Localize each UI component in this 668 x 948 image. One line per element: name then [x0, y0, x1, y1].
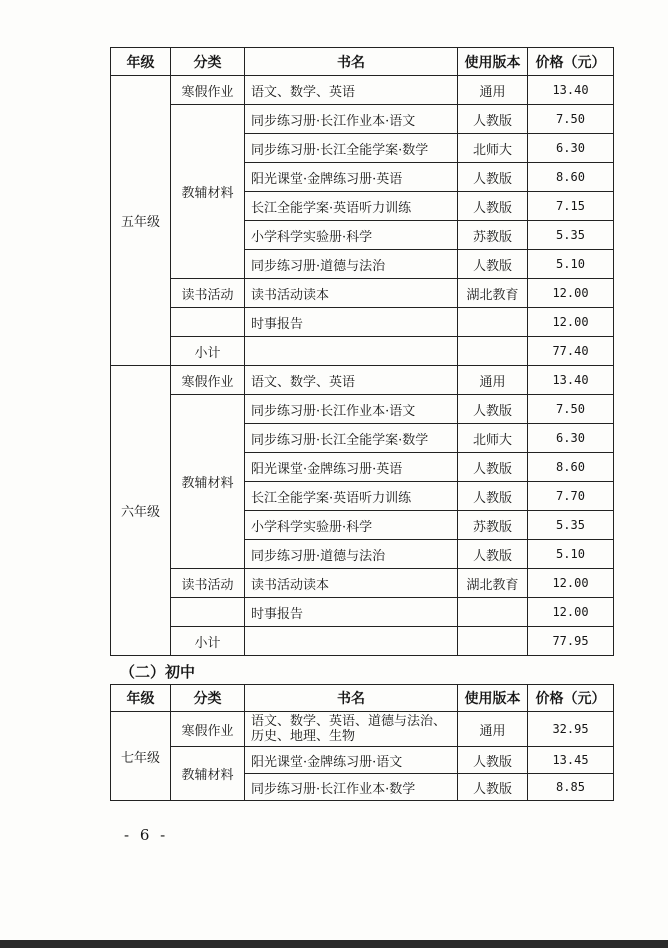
- column-header: 分类: [171, 48, 245, 76]
- category-cell: 教辅材料: [171, 747, 245, 801]
- page-number: - 6 -: [124, 826, 169, 844]
- category-cell: 寒假作业: [171, 712, 245, 747]
- category-cell: 教辅材料: [171, 395, 245, 569]
- edition-cell: 苏教版: [458, 221, 528, 250]
- price-cell: 5.10: [528, 250, 614, 279]
- table-row: [111, 76, 614, 105]
- edition-cell: 苏教版: [458, 511, 528, 540]
- column-header: 年级: [111, 685, 171, 712]
- table-row: [111, 279, 614, 308]
- book-title-cell: 语文、数学、英语: [245, 76, 458, 105]
- book-title-cell: 阳光课堂·金牌练习册·语文: [245, 747, 458, 774]
- table-row: [111, 337, 614, 366]
- book-title-cell: 读书活动读本: [245, 279, 458, 308]
- edition-cell: [458, 598, 528, 627]
- column-header: 价格（元）: [528, 685, 614, 712]
- book-title-cell: 时事报告: [245, 598, 458, 627]
- column-header: 书名: [245, 48, 458, 76]
- edition-cell: 人教版: [458, 453, 528, 482]
- grade-cell: 六年级: [111, 366, 171, 656]
- edition-cell: [458, 337, 528, 366]
- edition-cell: 湖北教育: [458, 569, 528, 598]
- column-header: 分类: [171, 685, 245, 712]
- price-cell: 5.35: [528, 511, 614, 540]
- edition-cell: [458, 627, 528, 656]
- book-title-cell: 读书活动读本: [245, 569, 458, 598]
- column-header: 价格（元）: [528, 48, 614, 76]
- price-cell: 77.95: [528, 627, 614, 656]
- price-cell: 7.15: [528, 192, 614, 221]
- column-header: 使用版本: [458, 685, 528, 712]
- book-title-cell: 同步练习册·长江作业本·数学: [245, 774, 458, 801]
- price-cell: 12.00: [528, 279, 614, 308]
- grade-cell: 七年级: [111, 712, 171, 801]
- scan-bottom-edge: [0, 940, 668, 948]
- category-cell: 小计: [171, 627, 245, 656]
- table-row: [111, 598, 614, 627]
- price-cell: 32.95: [528, 712, 614, 747]
- book-title-cell: 同步练习册·长江作业本·语文: [245, 395, 458, 424]
- primary-book-table: [110, 47, 614, 656]
- price-cell: 12.00: [528, 569, 614, 598]
- price-cell: 7.70: [528, 482, 614, 511]
- table-row: [111, 395, 614, 424]
- table-row: [111, 747, 614, 774]
- book-title-cell: 小学科学实验册·科学: [245, 511, 458, 540]
- category-cell: 寒假作业: [171, 366, 245, 395]
- book-title-cell: 语文、数学、英语、道德与法治、历史、地理、生物: [245, 712, 458, 747]
- header-row: [111, 48, 614, 76]
- price-cell: 7.50: [528, 105, 614, 134]
- price-cell: 13.45: [528, 747, 614, 774]
- junior-high-book-table: [110, 684, 614, 801]
- grade-cell: 五年级: [111, 76, 171, 366]
- header-row: [111, 685, 614, 712]
- edition-cell: 人教版: [458, 192, 528, 221]
- column-header: 年级: [111, 48, 171, 76]
- edition-cell: 人教版: [458, 250, 528, 279]
- book-title-cell: 长江全能学案·英语听力训练: [245, 482, 458, 511]
- book-title-cell: 长江全能学案·英语听力训练: [245, 192, 458, 221]
- price-cell: 8.60: [528, 163, 614, 192]
- category-cell: [171, 598, 245, 627]
- column-header: 书名: [245, 685, 458, 712]
- price-cell: 13.40: [528, 366, 614, 395]
- price-cell: 8.85: [528, 774, 614, 801]
- book-title-cell: 小学科学实验册·科学: [245, 221, 458, 250]
- category-cell: 寒假作业: [171, 76, 245, 105]
- edition-cell: 北师大: [458, 424, 528, 453]
- edition-cell: 人教版: [458, 747, 528, 774]
- category-cell: 读书活动: [171, 279, 245, 308]
- edition-cell: 人教版: [458, 540, 528, 569]
- edition-cell: 湖北教育: [458, 279, 528, 308]
- table-row: [111, 366, 614, 395]
- table-row: [111, 569, 614, 598]
- price-cell: 6.30: [528, 134, 614, 163]
- column-header: 使用版本: [458, 48, 528, 76]
- section-heading-junior-high: （二）初中: [120, 663, 196, 681]
- edition-cell: 人教版: [458, 482, 528, 511]
- table-row: [111, 712, 614, 747]
- edition-cell: 人教版: [458, 163, 528, 192]
- category-cell: 小计: [171, 337, 245, 366]
- edition-cell: 人教版: [458, 105, 528, 134]
- category-cell: 教辅材料: [171, 105, 245, 279]
- edition-cell: 人教版: [458, 395, 528, 424]
- book-title-cell: 阳光课堂·金牌练习册·英语: [245, 453, 458, 482]
- edition-cell: [458, 308, 528, 337]
- edition-cell: 通用: [458, 76, 528, 105]
- category-cell: 读书活动: [171, 569, 245, 598]
- edition-cell: 人教版: [458, 774, 528, 801]
- price-cell: 5.10: [528, 540, 614, 569]
- book-title-cell: 同步练习册·长江作业本·语文: [245, 105, 458, 134]
- price-cell: 7.50: [528, 395, 614, 424]
- price-cell: 8.60: [528, 453, 614, 482]
- category-cell: [171, 308, 245, 337]
- edition-cell: 通用: [458, 712, 528, 747]
- book-title-cell: [245, 337, 458, 366]
- book-title-cell: 同步练习册·道德与法治: [245, 250, 458, 279]
- price-cell: 12.00: [528, 308, 614, 337]
- table-row: [111, 627, 614, 656]
- book-title-cell: 同步练习册·长江全能学案·数学: [245, 424, 458, 453]
- edition-cell: 通用: [458, 366, 528, 395]
- price-cell: 5.35: [528, 221, 614, 250]
- book-title-cell: 阳光课堂·金牌练习册·英语: [245, 163, 458, 192]
- table-row: [111, 308, 614, 337]
- book-title-cell: [245, 627, 458, 656]
- price-cell: 6.30: [528, 424, 614, 453]
- book-title-cell: 语文、数学、英语: [245, 366, 458, 395]
- table-row: [111, 105, 614, 134]
- book-title-cell: 时事报告: [245, 308, 458, 337]
- price-cell: 12.00: [528, 598, 614, 627]
- book-title-cell: 同步练习册·长江全能学案·数学: [245, 134, 458, 163]
- book-title-cell: 同步练习册·道德与法治: [245, 540, 458, 569]
- edition-cell: 北师大: [458, 134, 528, 163]
- price-cell: 13.40: [528, 76, 614, 105]
- price-cell: 77.40: [528, 337, 614, 366]
